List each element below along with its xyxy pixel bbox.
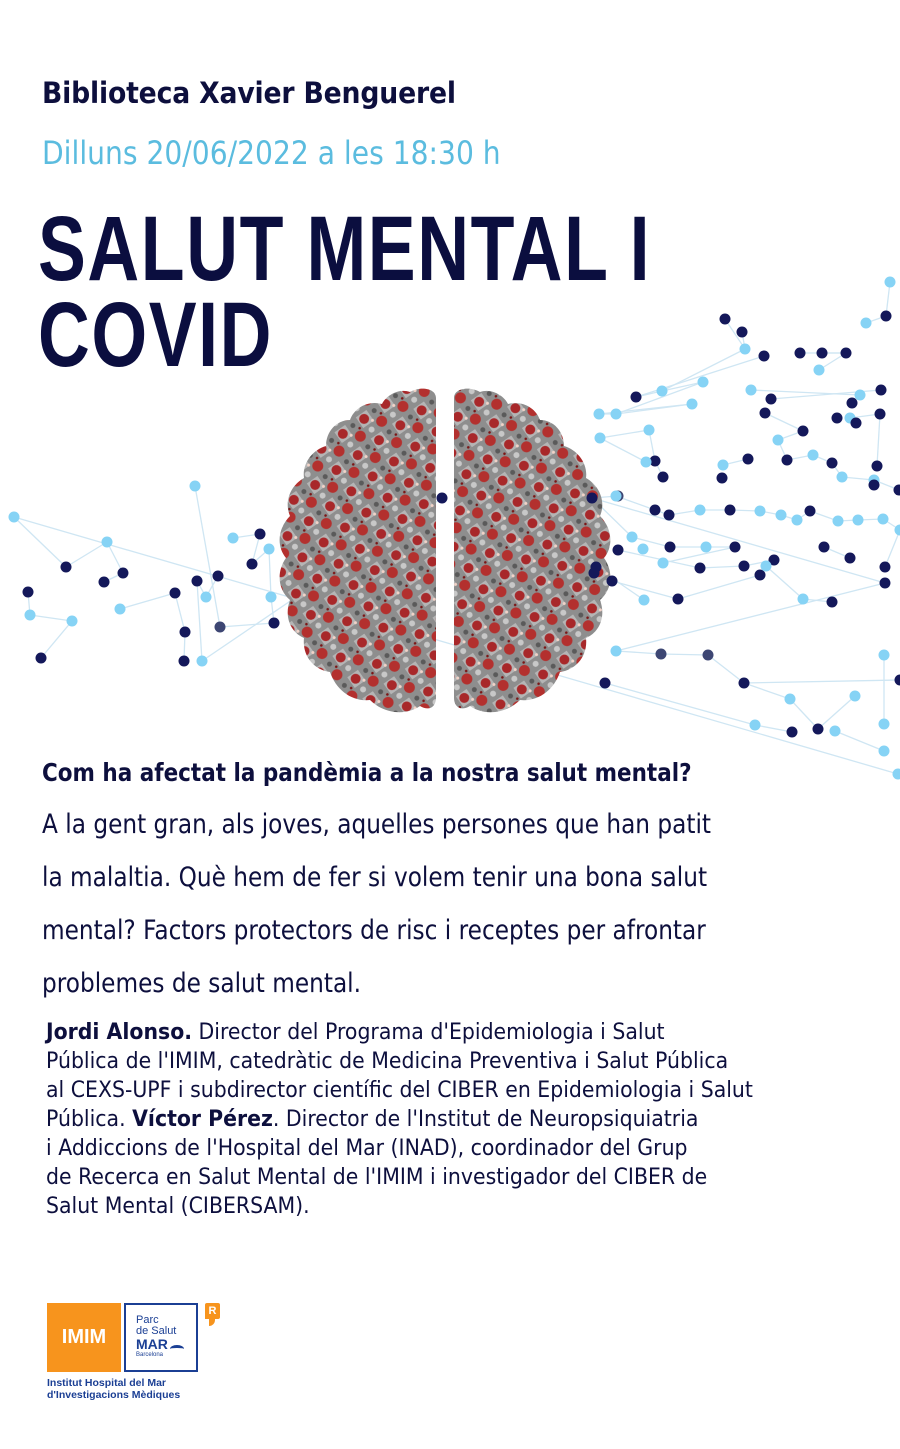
network-node xyxy=(819,542,830,553)
network-node xyxy=(611,409,622,420)
network-node xyxy=(798,594,809,605)
network-node xyxy=(880,578,891,589)
network-node xyxy=(170,588,181,599)
description-line: mental? Factors protectors de risc i receptes per afrontar xyxy=(42,915,706,946)
network-node xyxy=(717,473,728,484)
network-node xyxy=(611,491,622,502)
network-node xyxy=(118,568,129,579)
network-node xyxy=(841,348,852,359)
speakers-bio xyxy=(46,1018,753,1221)
network-node xyxy=(880,562,891,573)
network-node xyxy=(832,413,843,424)
network-node xyxy=(266,592,277,603)
network-node xyxy=(845,553,856,564)
network-node xyxy=(718,460,729,471)
left-hemisphere xyxy=(280,389,436,713)
brain-icon xyxy=(280,389,611,713)
network-node xyxy=(805,506,816,517)
psm-line: de Salut xyxy=(136,1325,177,1337)
venue-name: Biblioteca Xavier Benguerel xyxy=(42,76,456,110)
network-node xyxy=(766,394,777,405)
network-node xyxy=(587,493,598,504)
network-node xyxy=(746,385,757,396)
network-node xyxy=(817,348,828,359)
network-node xyxy=(795,348,806,359)
network-node xyxy=(594,409,605,420)
network-node xyxy=(782,455,793,466)
network-node xyxy=(895,525,900,536)
network-node xyxy=(720,314,731,325)
network-node xyxy=(851,418,862,429)
network-node xyxy=(215,622,226,633)
network-node xyxy=(730,542,741,553)
network-node xyxy=(872,461,883,472)
network-node xyxy=(743,454,754,465)
network-node xyxy=(701,542,712,553)
network-node xyxy=(798,426,809,437)
network-node xyxy=(658,558,669,569)
network-node xyxy=(695,505,706,516)
network-node xyxy=(595,433,606,444)
network-node xyxy=(657,386,668,397)
network-node xyxy=(725,505,736,516)
network-node xyxy=(875,409,886,420)
network-node xyxy=(830,726,841,737)
network-node xyxy=(627,532,638,543)
psm-city: Barcelona xyxy=(136,1352,164,1358)
lead-question: Com ha afectat la pandèmia a la nostra salut mental? xyxy=(42,758,692,787)
wave-icon xyxy=(170,1345,184,1353)
bio-text: al CEXS-UPF i subdirector científic del CIBER en Epidemiologia i Salut xyxy=(46,1078,753,1103)
network-node xyxy=(776,510,787,521)
network-node xyxy=(827,458,838,469)
network-node xyxy=(739,678,750,689)
network-node xyxy=(664,510,675,521)
title-line-1: SALUT MENTAL I xyxy=(38,198,652,300)
network-node xyxy=(600,678,611,689)
psm-line: Parc xyxy=(136,1314,159,1326)
network-node xyxy=(740,344,751,355)
network-node xyxy=(785,694,796,705)
network-node xyxy=(656,649,667,660)
network-node xyxy=(737,327,748,338)
right-hemisphere xyxy=(454,389,610,713)
event-description xyxy=(42,798,799,1010)
network-node xyxy=(607,576,618,587)
network-node xyxy=(613,545,624,556)
network-node xyxy=(755,506,766,517)
network-node xyxy=(269,618,280,629)
network-node xyxy=(9,512,20,523)
network-node xyxy=(698,377,709,388)
institute-line: Institut Hospital del Mar xyxy=(47,1377,167,1389)
network-node xyxy=(255,529,266,540)
network-node xyxy=(641,457,652,468)
network-node xyxy=(814,365,825,376)
network-node xyxy=(36,653,47,664)
bio-text: Director del Programa d'Epidemiologia i Salut xyxy=(192,1020,665,1045)
speaker-name-victor-perez: Víctor Pérez xyxy=(132,1107,273,1132)
network-node xyxy=(881,311,892,322)
bio-text: i Addiccions de l'Hospital del Mar (INAD), coordinador del Grup xyxy=(46,1136,688,1161)
network-node xyxy=(67,616,78,627)
event-datetime: Dilluns 20/06/2022 a les 18:30 h xyxy=(42,134,501,172)
network-node xyxy=(213,571,224,582)
network-node xyxy=(638,544,649,555)
network-node xyxy=(847,398,858,409)
speaker-name-jordi-alonso: Jordi Alonso. xyxy=(46,1020,193,1045)
network-node xyxy=(755,570,766,581)
network-node xyxy=(228,533,239,544)
network-node xyxy=(192,576,203,587)
institute-name xyxy=(47,1377,180,1401)
network-node xyxy=(792,515,803,526)
r-logo-tail-icon xyxy=(209,1318,215,1326)
network-node xyxy=(861,318,872,329)
network-node xyxy=(813,724,824,735)
network-node xyxy=(665,542,676,553)
network-node xyxy=(853,515,864,526)
network-node xyxy=(179,656,190,667)
network-node xyxy=(589,568,600,579)
network-node xyxy=(879,746,890,757)
bio-text: Pública de l'IMIM, catedràtic de Medicina Preventiva i Salut Pública xyxy=(46,1049,729,1074)
network-node xyxy=(855,390,866,401)
network-node xyxy=(197,656,208,667)
network-node xyxy=(879,719,890,730)
network-node xyxy=(23,587,34,598)
network-node xyxy=(885,277,896,288)
bio-text: de Recerca en Salut Mental de l'IMIM i investigador del CIBER de xyxy=(46,1165,708,1190)
network-node xyxy=(827,597,838,608)
network-node xyxy=(639,595,650,606)
network-node xyxy=(631,392,642,403)
network-node xyxy=(837,472,848,483)
psm-mar: MAR xyxy=(136,1336,168,1352)
network-node xyxy=(893,769,900,780)
network-node xyxy=(787,727,798,738)
title-line-2: COVID xyxy=(38,284,274,386)
bio-text: . Director de l'Institut de Neuropsiquiatria xyxy=(272,1107,699,1132)
network-node xyxy=(773,435,784,446)
network-node xyxy=(850,691,861,702)
description-line: problemes de salut mental. xyxy=(42,968,362,999)
network-node xyxy=(190,481,201,492)
network-node xyxy=(25,610,36,621)
network-node xyxy=(695,563,706,574)
network-node xyxy=(201,592,212,603)
network-node xyxy=(761,561,772,572)
network-node xyxy=(876,385,887,396)
sponsor-logos xyxy=(47,1303,227,1413)
network-node xyxy=(894,485,900,496)
network-node xyxy=(673,594,684,605)
r-logo-icon: R xyxy=(205,1303,220,1319)
parc-salut-mar-logo xyxy=(124,1303,198,1372)
network-node xyxy=(895,675,900,686)
network-node xyxy=(750,720,761,731)
network-node xyxy=(658,472,669,483)
network-node xyxy=(180,627,191,638)
page-title xyxy=(38,198,652,386)
network-node xyxy=(687,399,698,410)
network-node xyxy=(115,604,126,615)
network-node xyxy=(247,559,258,570)
network-node xyxy=(808,450,819,461)
bio-text: Salut Mental (CIBERSAM). xyxy=(46,1194,310,1219)
network-node xyxy=(833,516,844,527)
network-node xyxy=(703,650,714,661)
description-line: A la gent gran, als joves, aquelles persones que han patit xyxy=(42,809,712,840)
description-line: la malaltia. Què hem de fer si volem tenir una bona salut xyxy=(42,862,708,893)
network-node xyxy=(869,480,880,491)
network-node xyxy=(759,351,770,362)
network-node xyxy=(437,493,448,504)
network-node xyxy=(739,561,750,572)
network-node xyxy=(99,577,110,588)
institute-line: d'Investigacions Mèdiques xyxy=(47,1389,181,1401)
network-node xyxy=(760,408,771,419)
network-node xyxy=(102,537,113,548)
imim-logo: IMIM xyxy=(47,1303,121,1372)
bio-text: Pública. xyxy=(46,1107,133,1132)
network-node xyxy=(61,562,72,573)
network-node xyxy=(611,646,622,657)
network-node xyxy=(878,514,889,525)
network-node xyxy=(650,505,661,516)
network-node xyxy=(644,425,655,436)
network-node xyxy=(264,544,275,555)
network-node xyxy=(879,650,890,661)
